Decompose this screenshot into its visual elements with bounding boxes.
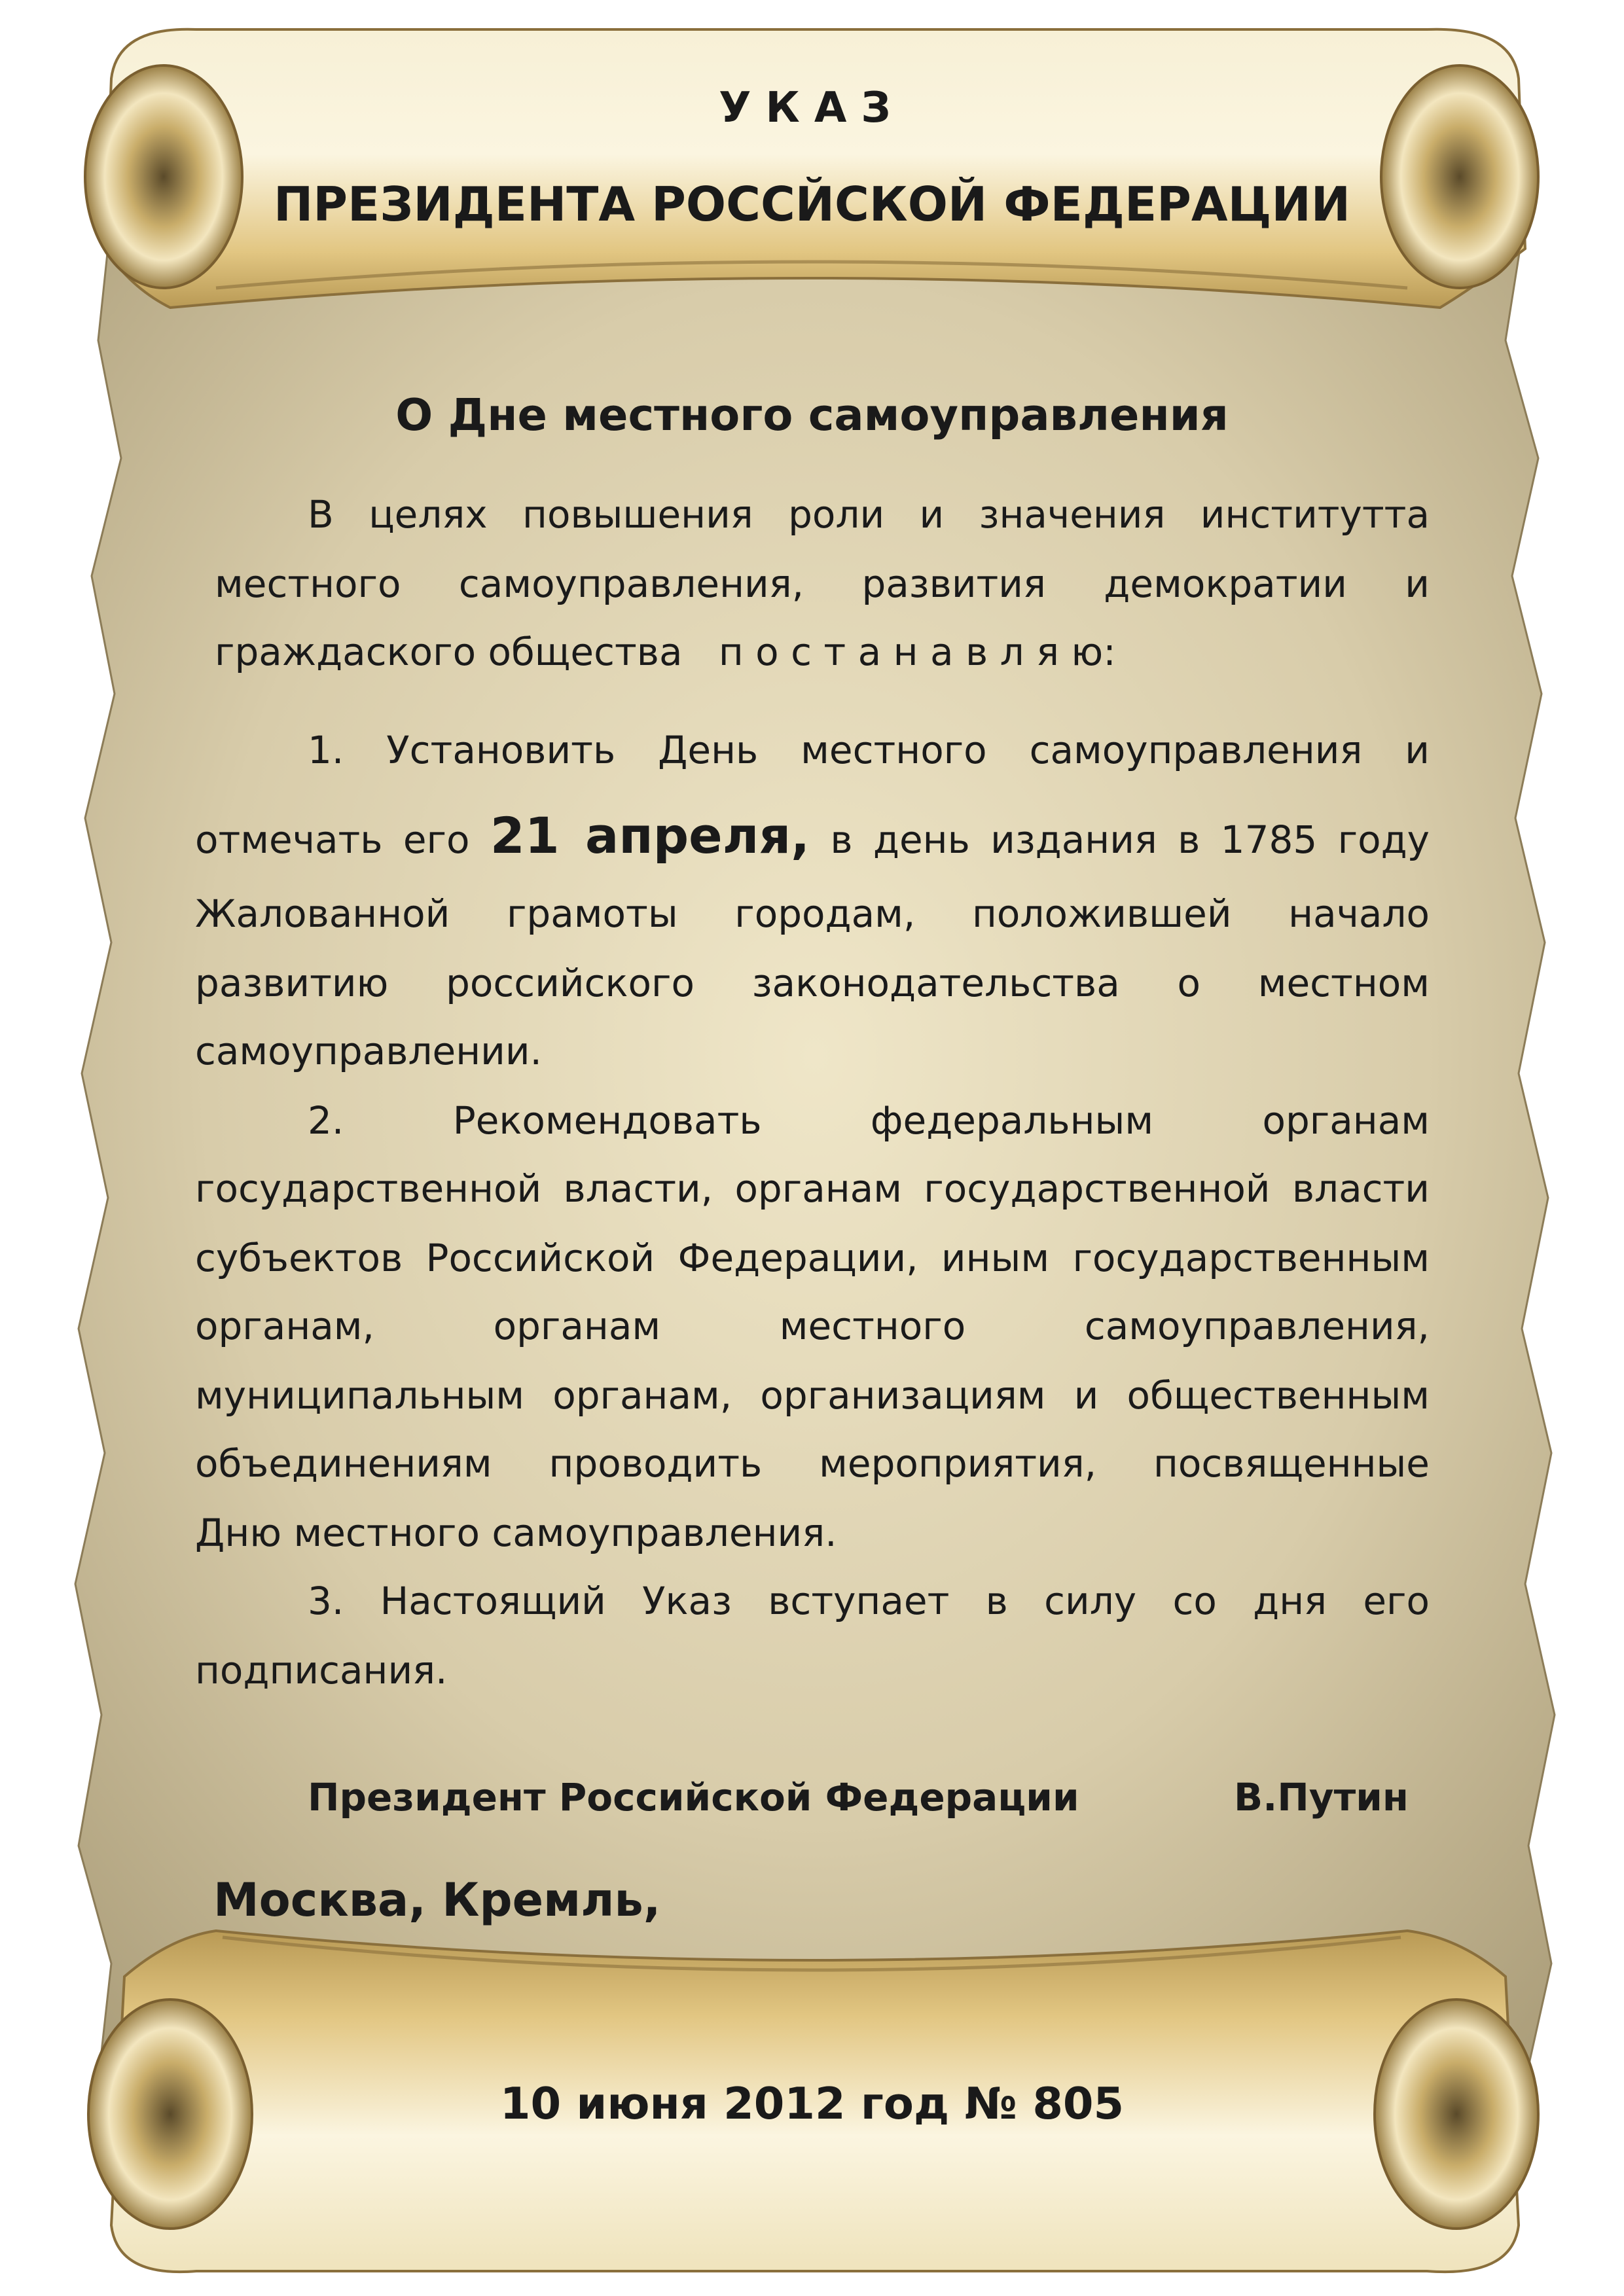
item-2-line: муниципальным органам, организациям и общественным bbox=[195, 1373, 1430, 1418]
place-of-signing: Москва, Кремль, bbox=[213, 1873, 661, 1927]
item-1-line: развитию российского законодательства о местном bbox=[195, 961, 1430, 1005]
item-1-line: самоуправлении. bbox=[195, 1029, 542, 1073]
item-2-line: Дню местного самоуправления. bbox=[195, 1511, 837, 1555]
item-1-line: Жалованной грамоты городам, положившей начало bbox=[195, 891, 1430, 936]
item-1-line: отмечать его 21 апреля, в день издания в 1785 году bbox=[195, 806, 1430, 865]
signatory-position: Президент Российской Федерации bbox=[308, 1775, 1079, 1820]
item-2-line: субъектов Российской Федерации, иным государственным bbox=[195, 1236, 1430, 1280]
item-1-line: 1. Установить День местного самоуправления и bbox=[308, 728, 1430, 772]
signatory-name: В.Путин bbox=[1234, 1775, 1409, 1820]
item-3-line: подписания. bbox=[195, 1648, 448, 1693]
preamble-line: местного самоуправления, развития демократии и bbox=[215, 562, 1430, 606]
preamble-line: граждаского общества п о с т а н а в л я ю: bbox=[215, 630, 1116, 674]
item-2-line: объединениям проводить мероприятия, посвященные bbox=[195, 1441, 1430, 1486]
item-2-line: органам, органам местного самоуправления, bbox=[195, 1304, 1430, 1348]
resolve-word: п о с т а н а в л я ю: bbox=[718, 630, 1116, 674]
top-roll bbox=[105, 29, 1525, 308]
item-3-line: 3. Настоящий Указ вступает в силу со дня его bbox=[308, 1579, 1430, 1623]
decree-title: О Дне местного самоуправления bbox=[395, 389, 1229, 440]
item-2-line: государственной власти, органам государственной власти bbox=[195, 1166, 1430, 1211]
holiday-date: 21 апреля, bbox=[490, 806, 810, 865]
item-2-line: 2. Рекомендовать федеральным органам bbox=[308, 1098, 1430, 1143]
decree-heading: УКАЗ bbox=[719, 84, 905, 132]
decree-date-number: 10 июня 2012 год № 805 bbox=[499, 2078, 1125, 2129]
preamble-line: В целях повышения роли и значения институтта bbox=[308, 492, 1430, 537]
issuer-heading: ПРЕЗИДЕНТА РОССЙСКОЙ ФЕДЕРАЦИИ bbox=[274, 177, 1350, 232]
